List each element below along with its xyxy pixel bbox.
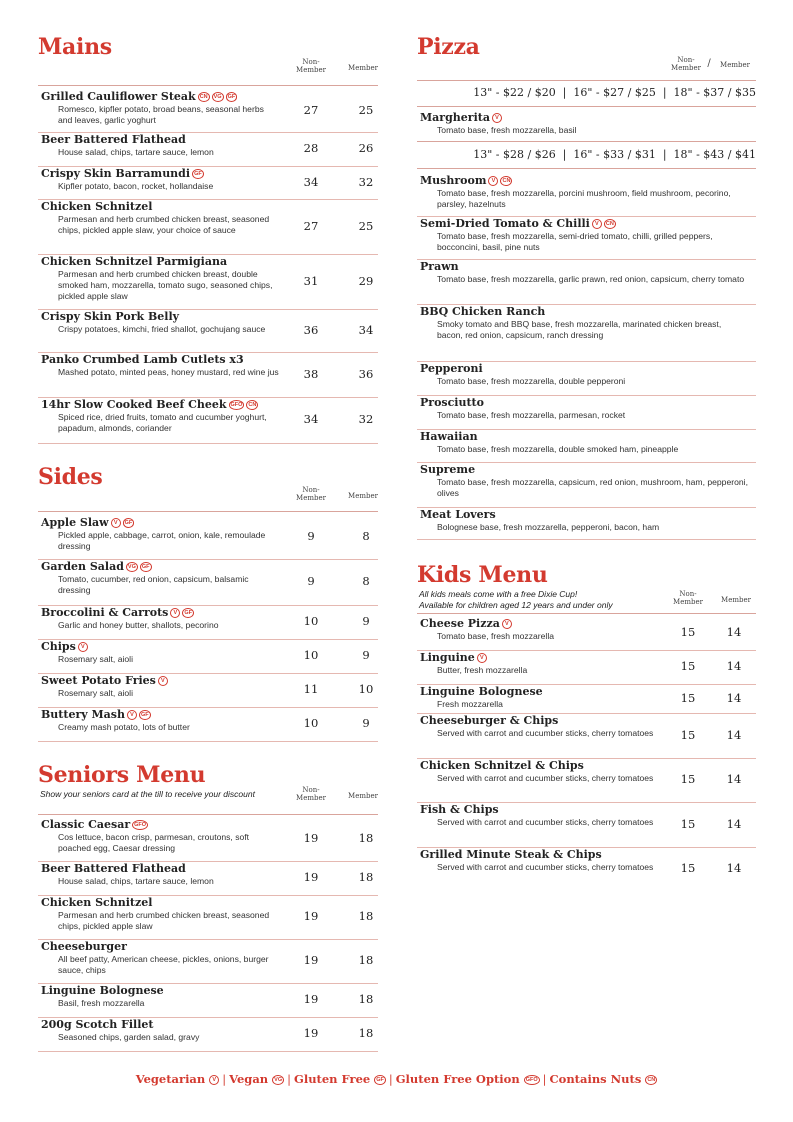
diet-badge-icon: GF [227, 94, 236, 100]
menu-item-description: Parmesan and herb crumbed chicken breast, seasoned chips, pickled apple slaw, your choice of sauce [58, 214, 270, 235]
price-non-member: 19 [303, 870, 319, 884]
pizza-item [417, 260, 756, 305]
menu-item-name-text: Beer Battered Flathead [41, 133, 186, 146]
menu-item [38, 398, 378, 444]
price-member: 14 [726, 691, 742, 705]
legend-badge-icon: GF [376, 1077, 384, 1083]
pizza-item [417, 305, 756, 362]
dietary-legend [0, 1072, 793, 1086]
pizza-item [417, 217, 756, 260]
diet-badge-icon: V [170, 608, 180, 618]
legend-separator: | [222, 1072, 227, 1086]
legend-separator: | [287, 1072, 291, 1086]
col-header-non-member: Non- Member [296, 786, 326, 802]
menu-item-name [420, 396, 484, 409]
row-divider [38, 443, 378, 444]
price-member: 18 [358, 831, 374, 845]
pizza-item [417, 174, 756, 217]
price-non-member: 10 [303, 614, 319, 628]
legend-label: Gluten Free Option [395, 1072, 520, 1086]
price-non-member: 27 [303, 219, 319, 233]
menu-item-name [420, 430, 478, 443]
menu-item-description: Tomato base, fresh mozzarella, porcini mushroom, field mushroom, pecorino, parsley, hazelnuts [437, 188, 731, 209]
menu-item-description: Basil, fresh mozzarella [58, 998, 145, 1008]
pizza-item [417, 508, 756, 540]
section-title: Kids Menu [417, 562, 548, 588]
menu-item-name [41, 200, 152, 213]
menu-item-description: Parmesan and herb crumbed chicken breast, double smoked ham, mozzarella, tomato sugo, seasoned chips, pickled apple slaw [58, 269, 273, 301]
menu-item-description: Served with carrot and cucumber sticks, cherry tomatoes [437, 817, 654, 827]
menu-item-name [41, 708, 151, 721]
price-member: 18 [358, 992, 374, 1006]
menu-item-name [41, 674, 168, 687]
menu-item-name-text: Panko Crumbed Lamb Cutlets x3 [41, 353, 244, 366]
menu-item-name-text: Mushroom [420, 174, 487, 187]
menu-item-name-text: BBQ Chicken Ranch [420, 305, 546, 318]
col-header-member: Member [721, 596, 751, 604]
pizza-item [417, 463, 756, 508]
section-rule [417, 168, 756, 169]
col-header-member: Member [348, 492, 378, 500]
diet-badge-icon: V [488, 176, 498, 186]
menu-item-name-text: Pepperoni [420, 362, 483, 375]
menu-item [38, 896, 378, 940]
menu-item-description: Smoky tomato and BBQ base, fresh mozzarella, marinated chicken breast, bacon, red onion, capsicum, ranch dressing [437, 319, 722, 340]
price-member: 10 [358, 682, 374, 696]
menu-item-name [41, 90, 237, 103]
menu-item-description: Bolognese base, fresh mozzarella, pepperoni, bacon, ham [437, 522, 660, 532]
menu-item [38, 1018, 378, 1052]
price-member: 32 [358, 175, 374, 189]
legend-label: Contains Nuts [549, 1072, 642, 1086]
menu-item-description: Pickled apple, cabbage, carrot, onion, kale, remoulade dressing [58, 530, 266, 551]
price-non-member: 15 [680, 772, 696, 786]
legend-badge-icon: V [209, 1075, 219, 1085]
menu-item-name-text: Meat Lovers [420, 508, 496, 521]
price-member: 9 [362, 648, 370, 662]
menu-item [417, 714, 756, 759]
price-member: 25 [358, 103, 374, 117]
menu-item-description: Tomato base, fresh mozzarella, basil [437, 125, 577, 135]
menu-item-name-text: Chicken Schnitzel & Chips [420, 759, 584, 772]
menu-item-description: Tomato base, fresh mozzarella, double smoked ham, pineapple [437, 444, 679, 454]
menu-item-name-text: Cheeseburger [41, 940, 127, 953]
menu-item-name [420, 651, 487, 664]
menu-item-description: Served with carrot and cucumber sticks, cherry tomatoes [437, 773, 654, 783]
diet-badge-icon: CN [502, 178, 511, 184]
diet-badge-icon: CN [199, 94, 208, 100]
menu-item-name [420, 305, 545, 318]
section-note: All kids meals come with a free Dixie Cup! Available for children aged 12 years and under only [419, 589, 613, 610]
menu-item-description: Tomato base, fresh mozzarella, double pepperoni [437, 376, 626, 386]
diet-badge-icon: GF [141, 564, 150, 570]
col-header-non-member: Non- Member [671, 56, 701, 72]
menu-item-name-text: Buttery Mash [41, 708, 125, 721]
diet-badge-icon: VG [127, 564, 136, 570]
menu-item-name-text: Prosciutto [420, 396, 484, 409]
diet-badge-icon: V [492, 113, 502, 123]
price-member: 8 [362, 529, 370, 543]
menu-item-name-text: Margherita [420, 111, 490, 124]
price-member: 34 [358, 323, 374, 337]
row-divider [38, 1051, 378, 1052]
menu-item-name [420, 714, 558, 727]
menu-item-name-text: Garden Salad [41, 560, 124, 573]
price-member: 18 [358, 1026, 374, 1040]
section-rule [417, 106, 756, 107]
menu-item-name-text: Crispy Skin Pork Belly [41, 310, 180, 323]
menu-item-name-text: Cheese Pizza [420, 617, 500, 630]
menu-item-description: Tomato, cucumber, red onion, capsicum, balsamic dressing [58, 574, 249, 595]
price-member: 25 [358, 219, 374, 233]
section-rule [38, 814, 378, 815]
menu-item-description: Kipfler potato, bacon, rocket, hollandaise [58, 181, 214, 191]
menu-item [38, 984, 378, 1018]
price-non-member: 38 [303, 367, 319, 381]
legend-badge-icon: GFO [525, 1077, 538, 1083]
menu-item-description: Tomato base, fresh mozzarella, garlic prawn, red onion, capsicum, cherry tomato [437, 274, 745, 284]
price-non-member: 34 [303, 412, 319, 426]
menu-item-description: Fresh mozzarella [437, 699, 503, 709]
price-member: 14 [726, 817, 742, 831]
menu-item-name-text: Linguine [420, 651, 475, 664]
legend-label: Vegan [229, 1072, 269, 1086]
legend-badge-icon: VG [274, 1077, 283, 1083]
price-member: 32 [358, 412, 374, 426]
menu-item-name [420, 508, 496, 521]
menu-item-description: Rosemary salt, aioli [58, 654, 133, 664]
diet-badge-icon: VG [213, 94, 222, 100]
menu-item [38, 940, 378, 984]
price-non-member: 36 [303, 323, 319, 337]
menu-item-name-text: Hawaiian [420, 430, 478, 443]
menu-item [38, 674, 378, 708]
legend-separator: | [388, 1072, 393, 1086]
menu-item-name-text: Crispy Skin Barramundi [41, 167, 191, 180]
menu-item [38, 708, 378, 742]
menu-item [38, 133, 378, 167]
legend-label: Vegetarian [135, 1072, 206, 1086]
price-non-member: 10 [303, 716, 319, 730]
menu-item-description: Tomato base, fresh mozzarella [437, 631, 555, 641]
price-member: 18 [358, 909, 374, 923]
menu-item-name [420, 759, 584, 772]
price-member: 36 [358, 367, 374, 381]
menu-item-name [420, 362, 483, 375]
menu-item-description: House salad, chips, tartare sauce, lemon [58, 876, 214, 886]
menu-item-name [41, 818, 148, 831]
menu-item-name [420, 174, 512, 187]
section-title: Mains [38, 34, 112, 60]
menu-item-description: Crispy potatoes, kimchi, fried shallot, gochujang sauce [58, 324, 266, 334]
diet-badge-icon: V [592, 219, 602, 229]
menu-item-description: Parmesan and herb crumbed chicken breast, seasoned chips, pickled apple slaw [58, 910, 270, 931]
col-header-non-member: Non- Member [296, 486, 326, 502]
menu-item-name-text: Grilled Cauliflower Steak [41, 90, 196, 103]
diet-badge-icon: GF [124, 520, 133, 526]
price-member: 9 [362, 716, 370, 730]
legend-badge-icon: CN [647, 1077, 656, 1083]
menu-item-description: Creamy mash potato, lots of butter [58, 722, 190, 732]
menu-item-description: Served with carrot and cucumber sticks, cherry tomatoes [437, 862, 654, 872]
row-divider [38, 741, 378, 742]
pizza-item [417, 362, 756, 396]
diet-badge-icon: V [477, 653, 487, 663]
menu-item [38, 90, 378, 133]
price-non-member: 15 [680, 817, 696, 831]
price-non-member: 19 [303, 831, 319, 845]
menu-item-name-text: Sweet Potato Fries [41, 674, 156, 687]
price-non-member: 15 [680, 861, 696, 875]
menu-item-name [41, 516, 134, 529]
section-rule [417, 613, 756, 614]
menu-item-name [41, 640, 88, 653]
menu-item-name [41, 133, 186, 146]
section-title: Sides [38, 464, 103, 490]
menu-item-description: Romesco, kipfler potato, broad beans, seasonal herbs and leaves, garlic yoghurt [58, 104, 264, 125]
menu-item-name [41, 1018, 154, 1031]
section-rule [417, 141, 756, 142]
price-member: 9 [362, 614, 370, 628]
menu-item-description: Mashed potato, minted peas, honey mustard, red wine jus [58, 367, 279, 377]
diet-badge-icon: V [111, 518, 121, 528]
diet-badge-icon: GF [140, 712, 149, 718]
menu-item-name-text: 14hr Slow Cooked Beef Cheek [41, 398, 227, 411]
menu-item [417, 685, 756, 714]
menu-item-name [41, 255, 227, 268]
menu-item [38, 200, 378, 255]
section-rule [38, 511, 378, 512]
section-title: Seniors Menu [38, 762, 206, 788]
menu-item-description: House salad, chips, tartare sauce, lemon [58, 147, 214, 157]
menu-item-name [420, 463, 475, 476]
menu-item [417, 617, 756, 651]
menu-item-description: Tomato base, fresh mozzarella, semi-dried tomato, chilli, grilled peppers, bocconcini, basil, pine nuts [437, 231, 713, 252]
menu-item-name [41, 398, 258, 411]
col-header-non-member: Non- Member [296, 58, 326, 74]
menu-item-name-text: Prawn [420, 260, 459, 273]
menu-item-name [420, 803, 499, 816]
price-non-member: 9 [307, 529, 315, 543]
legend-separator: | [542, 1072, 547, 1086]
menu-item-name [420, 617, 512, 630]
price-member: 8 [362, 574, 370, 588]
menu-item-name-text: Linguine Bolognese [420, 685, 543, 698]
menu-item [38, 167, 378, 200]
section-rule [38, 85, 378, 86]
price-non-member: 19 [303, 992, 319, 1006]
menu-item-name-text: Grilled Minute Steak & Chips [420, 848, 602, 861]
menu-item-name-text: Cheeseburger & Chips [420, 714, 559, 727]
menu-item-name-text: Beer Battered Flathead [41, 862, 186, 875]
menu-item-name-text: Chips [41, 640, 76, 653]
menu-item-name [420, 260, 459, 273]
pizza-item [417, 430, 756, 463]
menu-item [417, 651, 756, 685]
menu-item-description: Seasoned chips, garden salad, gravy [58, 1032, 200, 1042]
menu-item [38, 862, 378, 896]
price-member: 18 [358, 953, 374, 967]
menu-item-name [420, 111, 502, 124]
menu-item-name-text: Classic Caesar [41, 818, 131, 831]
menu-item-name-text: 200g Scotch Fillet [41, 1018, 154, 1031]
menu-item-description: Served with carrot and cucumber sticks, cherry tomatoes [437, 728, 654, 738]
diet-badge-icon: V [78, 642, 88, 652]
pizza-price-bar-premium: 13" - $28 / $26 | 16" - $33 / $31 | 18" - $43 / $41 [473, 148, 756, 161]
diet-badge-icon: GFO [230, 402, 243, 408]
pizza-item [417, 111, 756, 141]
pizza-item [417, 396, 756, 430]
price-member: 14 [726, 772, 742, 786]
menu-item-name [41, 310, 179, 323]
price-member: 14 [726, 625, 742, 639]
price-member: 14 [726, 728, 742, 742]
menu-item-name [41, 560, 152, 573]
menu-item-description: Tomato base, fresh mozzarella, capsicum, red onion, mushroom, ham, pepperoni, olives [437, 477, 748, 498]
menu-item-name [41, 984, 164, 997]
price-non-member: 31 [303, 274, 319, 288]
col-header-member: Member [720, 61, 750, 69]
menu-item-name [41, 896, 152, 909]
menu-item [417, 848, 756, 892]
menu-item [38, 255, 378, 310]
menu-item-description: Rosemary salt, aioli [58, 688, 133, 698]
price-non-member: 28 [303, 141, 319, 155]
menu-item-name-text: Chicken Schnitzel Parmigiana [41, 255, 228, 268]
price-non-member: 34 [303, 175, 319, 189]
menu-item-name [41, 167, 204, 180]
menu-item-description: Tomato base, fresh mozzarella, parmesan, rocket [437, 410, 626, 420]
menu-item-name-text: Chicken Schnitzel [41, 896, 153, 909]
legend-label: Gluten Free [294, 1072, 371, 1086]
section-note: Show your seniors card at the till to receive your discount [40, 789, 255, 799]
menu-item [38, 640, 378, 674]
diet-badge-icon: GF [184, 610, 193, 616]
price-member: 29 [358, 274, 374, 288]
price-member: 14 [726, 659, 742, 673]
diet-badge-icon: CN [605, 221, 614, 227]
menu-item [38, 606, 378, 640]
menu-item [38, 818, 378, 862]
menu-item [417, 759, 756, 803]
menu-item-name-text: Fish & Chips [420, 803, 499, 816]
menu-item-name [420, 217, 616, 230]
price-member: 26 [358, 141, 374, 155]
col-header-member: Member [348, 64, 378, 72]
price-non-member: 19 [303, 909, 319, 923]
price-non-member: 15 [680, 625, 696, 639]
col-header-non-member: Non- Member [673, 590, 703, 606]
menu-item-description: Spiced rice, dried fruits, tomato and cucumber yoghurt, papadum, almonds, coriander [58, 412, 267, 433]
menu-item [38, 353, 378, 398]
price-non-member: 11 [303, 682, 319, 696]
menu-item-name [41, 353, 244, 366]
section-title: Pizza [417, 34, 480, 60]
menu-item-name [41, 606, 194, 619]
menu-item-name-text: Supreme [420, 463, 476, 476]
menu-item-name-text: Chicken Schnitzel [41, 200, 153, 213]
col-header-slash: / [707, 58, 711, 69]
menu-item [38, 560, 378, 606]
col-header-member: Member [348, 792, 378, 800]
price-member: 18 [358, 870, 374, 884]
menu-item-name [420, 685, 543, 698]
row-divider [417, 539, 756, 540]
price-member: 14 [726, 861, 742, 875]
menu-item-name-text: Linguine Bolognese [41, 984, 164, 997]
price-non-member: 10 [303, 648, 319, 662]
menu-item-description: Garlic and honey butter, shallots, pecorino [58, 620, 219, 630]
diet-badge-icon: V [158, 676, 168, 686]
menu-item-description: Cos lettuce, bacon crisp, parmesan, croutons, soft poached egg, Caesar dressing [58, 832, 250, 853]
menu-item-name [41, 862, 186, 875]
menu-item-name-text: Broccolini & Carrots [41, 606, 169, 619]
diet-badge-icon: GF [194, 171, 202, 177]
price-non-member: 9 [307, 574, 315, 588]
diet-badge-icon: V [127, 710, 137, 720]
diet-badge-icon: CN [248, 402, 257, 408]
price-non-member: 19 [303, 953, 319, 967]
menu-item-name-text: Semi-Dried Tomato & Chilli [420, 217, 590, 230]
menu-item [38, 516, 378, 560]
diet-badge-icon: GFO [134, 822, 147, 828]
menu-item [38, 310, 378, 353]
menu-item-description: Butter, fresh mozzarella [437, 665, 528, 675]
price-non-member: 27 [303, 103, 319, 117]
menu-item-name [41, 940, 127, 953]
menu-item-description: All beef patty, American cheese, pickles, onions, burger sauce, chips [58, 954, 269, 975]
price-non-member: 15 [680, 728, 696, 742]
section-rule [417, 80, 756, 81]
menu-item-name [420, 848, 602, 861]
price-non-member: 19 [303, 1026, 319, 1040]
price-non-member: 15 [680, 659, 696, 673]
price-non-member: 15 [680, 691, 696, 705]
diet-badge-icon: V [502, 619, 512, 629]
menu-item [417, 803, 756, 848]
menu-item-name-text: Apple Slaw [41, 516, 109, 529]
pizza-price-bar-classic: 13" - $22 / $20 | 16" - $27 / $25 | 18" - $37 / $35 [473, 86, 756, 99]
